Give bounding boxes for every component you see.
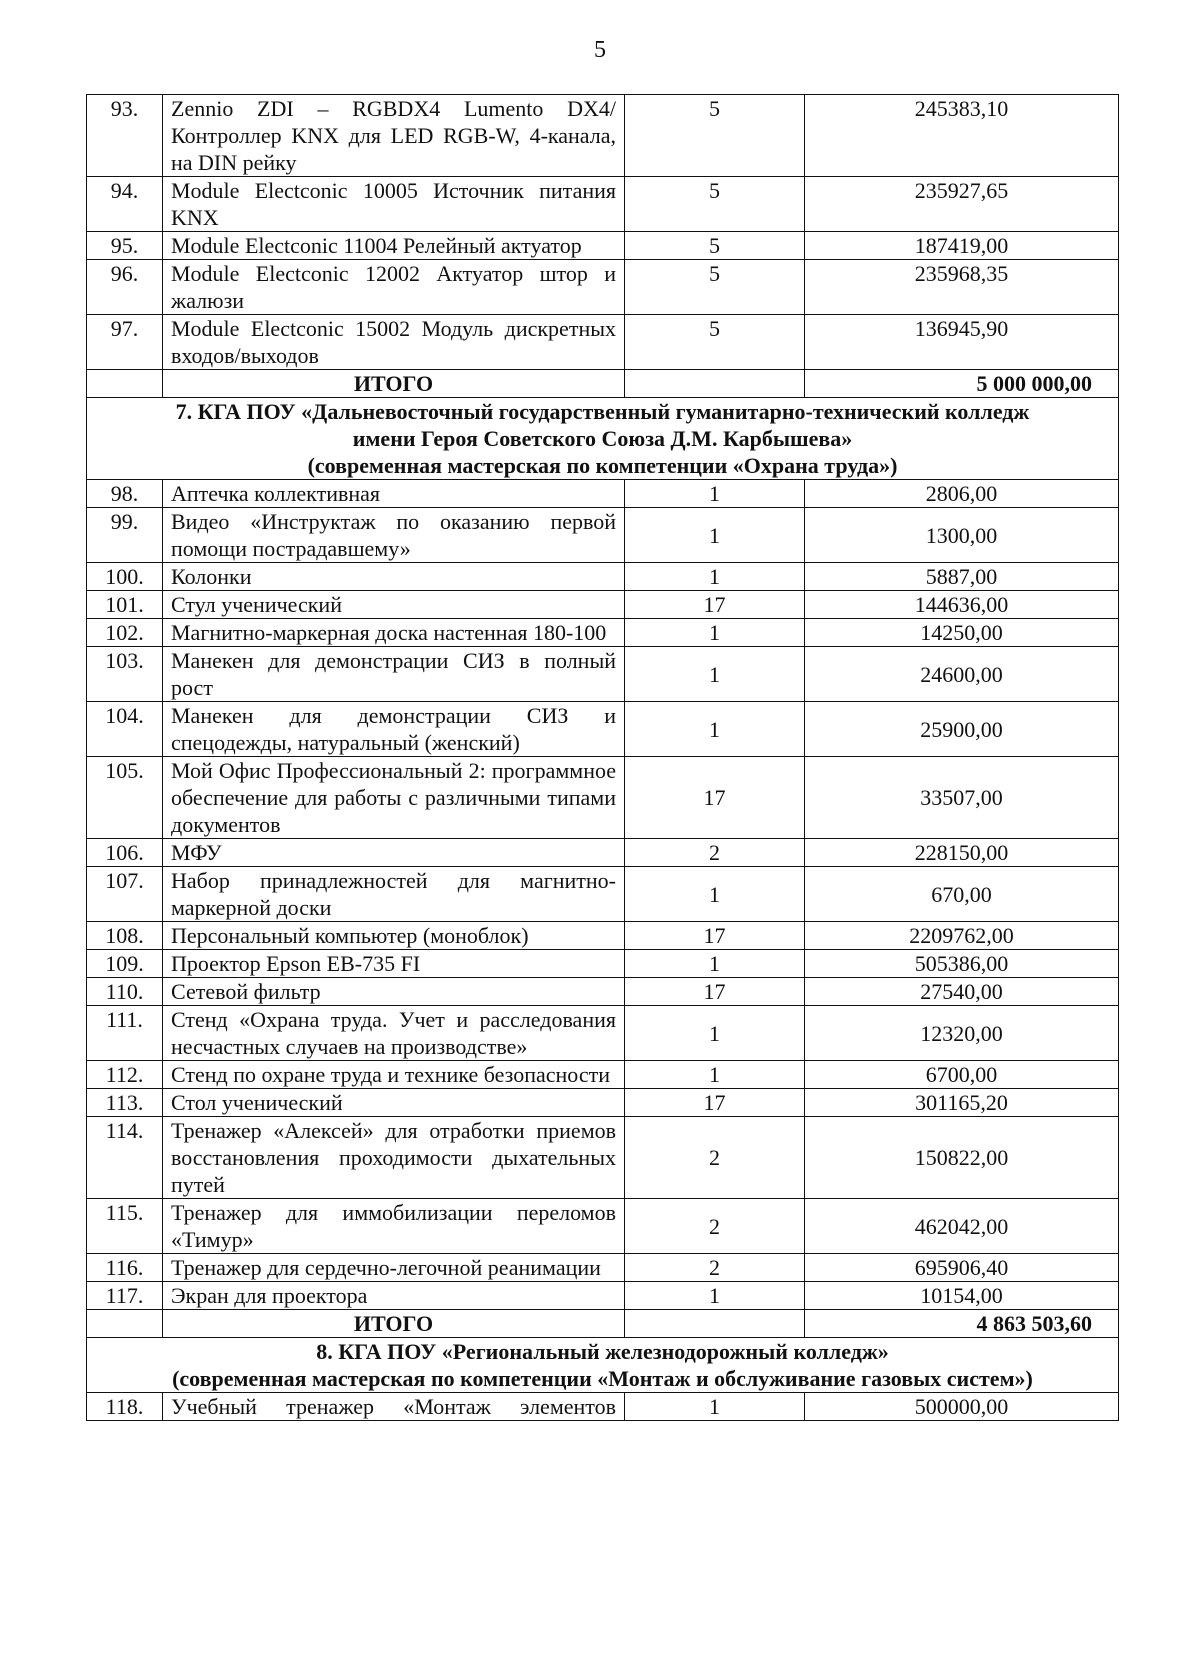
item-name: Манекен для демонстрации СИЗ и спецодежды, натуральный (женский) [163,702,625,757]
row-number: 107. [87,867,163,922]
item-price: 144636,00 [805,591,1119,619]
section-header [87,1338,1119,1393]
item-quantity: 2 [625,839,805,867]
row-number: 114. [87,1117,163,1199]
item-quantity: 17 [625,1089,805,1117]
item-price: 235968,35 [805,260,1119,315]
row-number: 96. [87,260,163,315]
item-quantity: 5 [625,95,805,177]
item-price: 670,00 [805,867,1119,922]
row-number: 116. [87,1254,163,1282]
item-price: 150822,00 [805,1117,1119,1199]
item-name: Персональный компьютер (моноблок) [163,922,625,950]
item-quantity: 1 [625,867,805,922]
item-quantity: 1 [625,702,805,757]
table-row [87,1089,1119,1117]
item-quantity: 5 [625,260,805,315]
item-quantity: 1 [625,508,805,563]
item-price: 2209762,00 [805,922,1119,950]
item-quantity: 5 [625,232,805,260]
section-title-line: 7. КГА ПОУ «Дальневосточный государственный гуманитарно-технический колледж [175,399,1030,424]
item-quantity: 1 [625,1393,805,1421]
item-name: Module Electconic 15002 Модуль дискретных входов/выходов [163,315,625,370]
item-price: 136945,90 [805,315,1119,370]
table-row [87,647,1119,702]
total-label: ИТОГО [163,370,625,398]
table-row [87,1061,1119,1089]
item-price: 27540,00 [805,978,1119,1006]
item-quantity: 2 [625,1117,805,1199]
table-row [87,1254,1119,1282]
item-price: 462042,00 [805,1199,1119,1254]
row-number: 100. [87,563,163,591]
item-price: 25900,00 [805,702,1119,757]
row-number: 94. [87,177,163,232]
item-name: Стенд «Охрана труда. Учет и расследования несчастных случаев на производстве» [163,1006,625,1061]
item-quantity: 17 [625,591,805,619]
item-name: Module Electconic 11004 Релейный актуатор [163,232,625,260]
table-row [87,1117,1119,1199]
item-price: 695906,40 [805,1254,1119,1282]
row-number: 95. [87,232,163,260]
table-row [87,508,1119,563]
table-row [87,1393,1119,1421]
row-number: 102. [87,619,163,647]
item-name: Аптечка коллективная [163,480,625,508]
item-quantity: 17 [625,978,805,1006]
row-number: 111. [87,1006,163,1061]
item-name: Сетевой фильтр [163,978,625,1006]
table-row [87,950,1119,978]
item-price: 12320,00 [805,1006,1119,1061]
item-price: 6700,00 [805,1061,1119,1089]
table-row [87,839,1119,867]
item-price: 301165,20 [805,1089,1119,1117]
table-row [87,232,1119,260]
table-row [87,95,1119,177]
item-quantity: 17 [625,757,805,839]
item-price: 235927,65 [805,177,1119,232]
item-price: 2806,00 [805,480,1119,508]
row-number: 98. [87,480,163,508]
item-name: Тренажер для иммобилизации переломов «Тимур» [163,1199,625,1254]
item-name: Колонки [163,563,625,591]
item-name: Учебный тренажер «Монтаж элементов [163,1393,625,1421]
row-number: 113. [87,1089,163,1117]
row-number: 104. [87,702,163,757]
table-row [87,702,1119,757]
table-row [87,1006,1119,1061]
row-number: 115. [87,1199,163,1254]
item-name: Module Electconic 10005 Источник питания KNX [163,177,625,232]
item-quantity: 5 [625,315,805,370]
row-number: 109. [87,950,163,978]
item-price: 505386,00 [805,950,1119,978]
row-number: 103. [87,647,163,702]
item-name: Стол ученический [163,1089,625,1117]
item-name: Стенд по охране труда и технике безопасности [163,1061,625,1089]
row-number: 118. [87,1393,163,1421]
item-price: 245383,10 [805,95,1119,177]
total-value: 5 000 000,00 [805,370,1119,398]
table-row [87,480,1119,508]
item-price: 14250,00 [805,619,1119,647]
item-price: 228150,00 [805,839,1119,867]
item-price: 10154,00 [805,1282,1119,1310]
item-name: Магнитно-маркерная доска настенная 180-100 [163,619,625,647]
section-title-line: имени Героя Советского Союза Д.М. Карбышева» [352,426,853,451]
item-name: Манекен для демонстрации СИЗ в полный рост [163,647,625,702]
table-row [87,260,1119,315]
page-number: 5 [594,37,606,63]
table-row [87,563,1119,591]
item-quantity: 1 [625,1282,805,1310]
table-row [87,867,1119,922]
row-number: 106. [87,839,163,867]
item-price: 1300,00 [805,508,1119,563]
section-subtitle: (современная мастерская по компетенции «Охрана труда») [307,453,898,478]
row-number: 93. [87,95,163,177]
total-row [87,1310,1119,1338]
row-number: 117. [87,1282,163,1310]
item-name: Экран для проектора [163,1282,625,1310]
table-row [87,619,1119,647]
item-price: 33507,00 [805,757,1119,839]
item-price: 500000,00 [805,1393,1119,1421]
item-name: Тренажер для сердечно-легочной реанимации [163,1254,625,1282]
row-number: 110. [87,978,163,1006]
item-name: МФУ [163,839,625,867]
item-name: Module Electconic 12002 Актуатор штор и жалюзи [163,260,625,315]
item-name: Тренажер «Алексей» для отработки приемов восстановления проходимости дыхательных путей [163,1117,625,1199]
section-header [87,398,1119,480]
item-price: 24600,00 [805,647,1119,702]
item-price: 187419,00 [805,232,1119,260]
item-quantity: 1 [625,647,805,702]
item-quantity: 1 [625,950,805,978]
table-row [87,1282,1119,1310]
item-name: Проектор Epson EB-735 FI [163,950,625,978]
row-number: 108. [87,922,163,950]
item-name: Мой Офис Профессиональный 2: программное обеспечение для работы с различными типами документов [163,757,625,839]
item-name: Набор принадлежностей для магнитно-маркерной доски [163,867,625,922]
item-price: 5887,00 [805,563,1119,591]
table-row [87,922,1119,950]
row-number: 105. [87,757,163,839]
table-row [87,315,1119,370]
total-row [87,370,1119,398]
total-label: ИТОГО [163,1310,625,1338]
row-number: 99. [87,508,163,563]
item-quantity: 2 [625,1199,805,1254]
table-row [87,177,1119,232]
table-row [87,1199,1119,1254]
row-number: 101. [87,591,163,619]
item-quantity: 1 [625,563,805,591]
item-name: Zennio ZDI – RGBDX4 Lumento DX4/Контроллер KNX для LED RGB-W, 4-канала, на DIN рейку [163,95,625,177]
item-quantity: 1 [625,480,805,508]
item-quantity: 2 [625,1254,805,1282]
item-quantity: 1 [625,1006,805,1061]
table-row [87,591,1119,619]
table-row [87,978,1119,1006]
table-row [87,757,1119,839]
item-quantity: 1 [625,619,805,647]
equipment-table [86,94,1119,1421]
section-title-line: 8. КГА ПОУ «Региональный железнодорожный колледж» [316,1339,889,1364]
row-number: 112. [87,1061,163,1089]
item-quantity: 5 [625,177,805,232]
row-number: 97. [87,315,163,370]
item-name: Видео «Инструктаж по оказанию первой помощи пострадавшему» [163,508,625,563]
item-name: Стул ученический [163,591,625,619]
total-value: 4 863 503,60 [805,1310,1119,1338]
item-quantity: 17 [625,922,805,950]
item-quantity: 1 [625,1061,805,1089]
section-subtitle: (современная мастерская по компетенции «Монтаж и обслуживание газовых систем») [172,1366,1033,1391]
